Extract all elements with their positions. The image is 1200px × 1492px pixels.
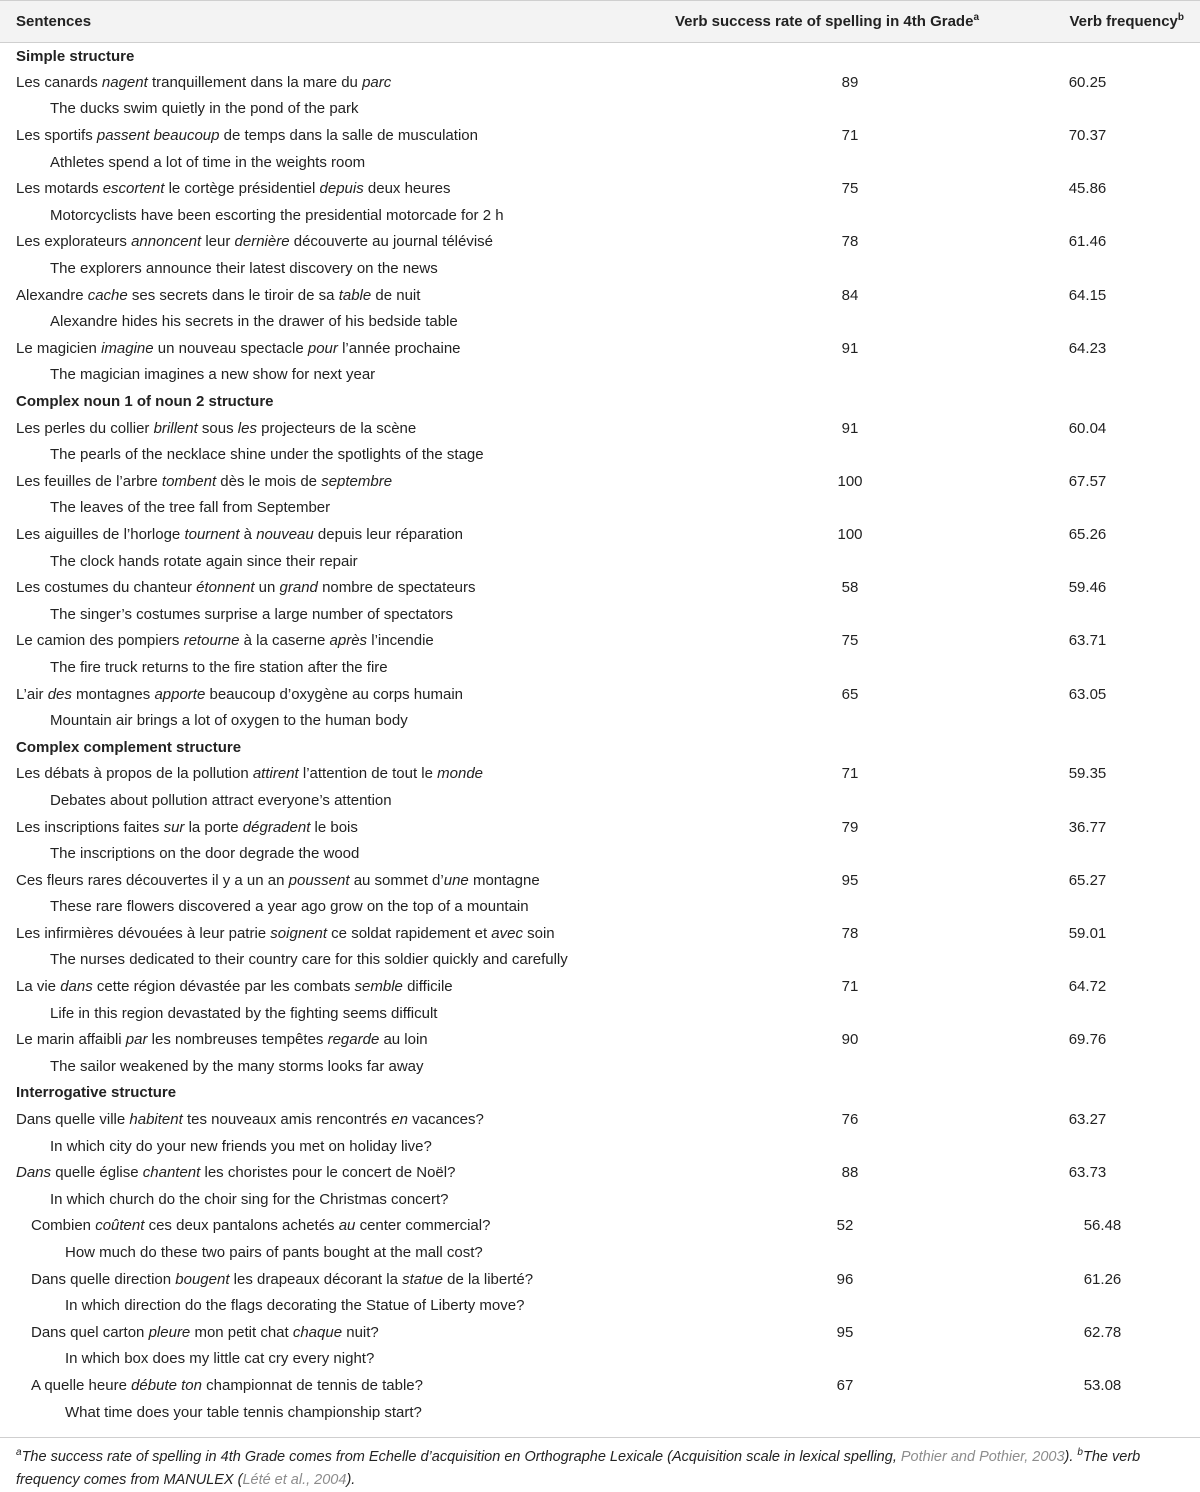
verb-frequency-cell: 56.48 xyxy=(1083,1217,1122,1235)
sentence-fragment: soin xyxy=(522,924,555,942)
french-sentence xyxy=(0,1159,620,1186)
sentence-fragment: Les débats à propos de la pollution xyxy=(16,765,253,783)
sentence-fragment: tes nouveaux amis rencontrés xyxy=(182,1111,392,1129)
translation-row xyxy=(0,707,1200,734)
italic-word: poussent xyxy=(288,871,350,889)
sentence-fragment: Les perles du collier xyxy=(16,419,154,437)
success-rate-cell: 71 xyxy=(841,127,859,145)
sentence-fragment: sous xyxy=(197,419,238,437)
sentence-fragment: dès le mois de xyxy=(216,472,322,490)
english-translation: Life in this region devastated by the fighting seems difficult xyxy=(50,1004,438,1022)
table-row xyxy=(0,1372,1200,1399)
success-rate-cell: 100 xyxy=(837,525,863,543)
italic-word: retourne xyxy=(183,632,240,650)
french-sentence xyxy=(0,1372,620,1399)
verb-frequency-cell: 61.46 xyxy=(1068,233,1107,251)
italic-word: brillent xyxy=(153,419,198,437)
section-header-row xyxy=(0,388,1200,415)
sentence-fragment: un xyxy=(254,579,280,597)
header-sentences: Sentences xyxy=(16,13,92,30)
italic-word: après xyxy=(329,632,368,650)
french-sentence xyxy=(0,175,620,202)
sentence-fragment: le bois xyxy=(310,818,358,836)
success-rate-cell: 84 xyxy=(841,286,859,304)
sentence-fragment: montagnes xyxy=(71,685,155,703)
sentence-fragment: de la liberté? xyxy=(443,1270,534,1288)
verb-frequency-cell: 59.46 xyxy=(1068,579,1107,597)
english-translation: In which box does my little cat cry every night? xyxy=(65,1350,375,1368)
sentence-fragment: les choristes pour le concert de Noël? xyxy=(200,1164,456,1182)
french-sentence xyxy=(0,415,620,442)
english-translation: The explorers announce their latest discovery on the news xyxy=(50,260,438,278)
translation-row xyxy=(0,1239,1200,1266)
table-row xyxy=(0,1213,1200,1240)
italic-word: Dans xyxy=(16,1164,52,1182)
english-translation: How much do these two pairs of pants bought at the mall cost? xyxy=(65,1244,483,1262)
sentence-fragment: Dans quelle ville xyxy=(16,1111,130,1129)
english-translation: Debates about pollution attract everyone’s attention xyxy=(50,791,392,809)
french-sentence xyxy=(0,1106,620,1133)
sentence-fragment: Combien xyxy=(31,1217,96,1235)
english-translation: What time does your table tennis championship start? xyxy=(65,1403,422,1421)
french-sentence xyxy=(0,761,620,788)
translation-row xyxy=(0,1292,1200,1319)
sentence-fragment: le cortège présidentiel xyxy=(164,180,320,198)
sentence-fragment: beaucoup d’oxygène au corps humain xyxy=(205,685,463,703)
italic-word: grand xyxy=(279,579,318,597)
french-sentence xyxy=(0,1266,620,1293)
italic-word: tombent xyxy=(161,472,217,490)
table-row xyxy=(0,1319,1200,1346)
sentence-fragment: ces deux pantalons achetés xyxy=(144,1217,339,1235)
table-row xyxy=(0,920,1200,947)
french-sentence xyxy=(0,468,620,495)
success-rate-cell: 75 xyxy=(841,632,859,650)
table-row xyxy=(0,282,1200,309)
success-rate-cell: 65 xyxy=(841,685,859,703)
header-row xyxy=(0,1,1200,43)
table-row xyxy=(0,814,1200,841)
italic-word: pour xyxy=(307,339,338,357)
italic-word: par xyxy=(125,1031,148,1049)
sentence-fragment: vacances? xyxy=(407,1111,484,1129)
verb-frequency-cell: 61.26 xyxy=(1083,1270,1122,1288)
english-translation: The sailor weakened by the many storms looks far away xyxy=(50,1057,424,1075)
success-rate-cell: 71 xyxy=(841,765,859,783)
italic-word: au xyxy=(338,1217,356,1235)
translation-row xyxy=(0,654,1200,681)
success-rate-cell: 58 xyxy=(841,579,859,597)
english-translation: The singer’s costumes surprise a large number of spectators xyxy=(50,605,453,623)
english-translation: The pearls of the necklace shine under the spotlights of the stage xyxy=(50,446,484,464)
success-rate-cell: 79 xyxy=(841,818,859,836)
sentence-fragment: de nuit xyxy=(371,286,421,304)
table-row xyxy=(0,867,1200,894)
sentence-fragment: championnat de tennis de table? xyxy=(201,1376,423,1394)
success-rate-cell: 90 xyxy=(841,1031,859,1049)
sentence-fragment: center commercial? xyxy=(355,1217,491,1235)
french-sentence xyxy=(0,122,620,149)
italic-word: chantent xyxy=(142,1164,201,1182)
section-header-row xyxy=(0,1080,1200,1107)
translation-row xyxy=(0,441,1200,468)
english-translation: These rare flowers discovered a year ago grow on the top of a mountain xyxy=(50,898,529,916)
sentence-fragment: A quelle heure xyxy=(31,1376,132,1394)
verb-frequency-cell: 64.15 xyxy=(1068,286,1107,304)
success-rate-cell: 91 xyxy=(841,419,859,437)
section-header-row xyxy=(0,43,1200,70)
french-sentence xyxy=(0,867,620,894)
sentence-fragment: Les infirmières dévouées à leur patrie xyxy=(16,924,271,942)
sentence-fragment: l’attention de tout le xyxy=(298,765,438,783)
italic-word: annoncent xyxy=(131,233,202,251)
sentence-fragment: nombre de spectateurs xyxy=(317,579,476,597)
success-rate-cell: 95 xyxy=(841,871,859,889)
italic-word: attirent xyxy=(252,765,299,783)
italic-word: des xyxy=(47,685,72,703)
table-footnote: $^a$The success rate of spelling in 4th Grade comes from Echelle d’acquisition en Orthographe Lexicale (Acquisition scale in lexical spelling, Pothier and Pothier, 2003). $^b$The verb frequency comes from MANULEX (Lété et al., 2004). xyxy=(16,1447,1141,1488)
section-title: Interrogative structure xyxy=(16,1084,177,1102)
italic-word: sur xyxy=(163,818,185,836)
italic-word: table xyxy=(338,286,372,304)
verb-frequency-cell: 63.05 xyxy=(1068,685,1107,703)
italic-word: passent beaucoup xyxy=(96,127,220,145)
french-sentence xyxy=(0,1213,620,1240)
sentence-fragment: nuit? xyxy=(342,1323,379,1341)
sentence-fragment: à la caserne xyxy=(239,632,330,650)
sentence-fragment: Les motards xyxy=(16,180,103,198)
section-title: Complex complement structure xyxy=(16,738,242,756)
success-rate-cell: 100 xyxy=(837,472,863,490)
italic-word: monde xyxy=(437,765,484,783)
translation-row xyxy=(0,947,1200,974)
italic-word: une xyxy=(443,871,469,889)
french-sentence xyxy=(0,920,620,947)
verb-frequency-cell: 69.76 xyxy=(1068,1031,1107,1049)
verb-frequency-cell: 67.57 xyxy=(1068,472,1107,490)
italic-word: bougent xyxy=(175,1270,230,1288)
italic-word: parc xyxy=(362,73,392,91)
sentence-fragment: montagne xyxy=(468,871,540,889)
success-rate-cell: 91 xyxy=(841,339,859,357)
translation-row xyxy=(0,495,1200,522)
verb-frequency-cell: 70.37 xyxy=(1068,127,1107,145)
table-row xyxy=(0,335,1200,362)
verb-frequency-cell: 60.04 xyxy=(1068,419,1107,437)
italic-word: statue xyxy=(402,1270,443,1288)
sentence-fragment: l’année prochaine xyxy=(337,339,461,357)
sentence-fragment: Ces fleurs rares découvertes il y a un an xyxy=(16,871,289,889)
table-row xyxy=(0,175,1200,202)
english-translation: The inscriptions on the door degrade the wood xyxy=(50,845,360,863)
sentence-fragment: tranquillement dans la mare du xyxy=(147,73,363,91)
italic-word: pleure xyxy=(148,1323,191,1341)
citation-pothier-link[interactable]: Pothier and Pothier, 2003 xyxy=(900,1449,1065,1465)
verb-frequency-cell: 59.01 xyxy=(1068,924,1107,942)
table-row xyxy=(0,229,1200,256)
italic-word: en xyxy=(391,1111,408,1129)
verb-frequency-cell: 63.73 xyxy=(1068,1164,1107,1182)
english-translation: The magician imagines a new show for next year xyxy=(50,366,376,384)
english-translation: Mountain air brings a lot of oxygen to the human body xyxy=(50,712,408,730)
header-verb-frequency: Verb frequency$^b$ xyxy=(1069,12,1184,30)
english-translation: In which direction do the flags decorating the Statue of Liberty move? xyxy=(65,1297,525,1315)
translation-row xyxy=(0,1186,1200,1213)
translation-row xyxy=(0,787,1200,814)
success-rate-cell: 89 xyxy=(841,73,859,91)
french-sentence xyxy=(0,814,620,841)
verb-frequency-cell: 53.08 xyxy=(1083,1376,1122,1394)
success-rate-cell: 78 xyxy=(841,233,859,251)
table-row xyxy=(0,1026,1200,1053)
section-title: Simple structure xyxy=(16,47,135,65)
verb-frequency-cell: 65.26 xyxy=(1068,525,1107,543)
table-row xyxy=(0,1106,1200,1133)
italic-word: depuis xyxy=(319,180,364,198)
italic-word: semble xyxy=(354,978,403,996)
translation-row xyxy=(0,1000,1200,1027)
verb-frequency-cell: 59.35 xyxy=(1068,765,1107,783)
table-row xyxy=(0,521,1200,548)
sentence-fragment: un nouveau spectacle xyxy=(153,339,308,357)
italic-word: cache xyxy=(87,286,128,304)
verb-frequency-cell: 45.86 xyxy=(1068,180,1107,198)
success-rate-cell: 67 xyxy=(836,1376,854,1394)
sentence-fragment: Alexandre xyxy=(16,286,88,304)
sentence-fragment: cette région dévastée par les combats xyxy=(92,978,355,996)
success-rate-cell: 78 xyxy=(841,924,859,942)
sentence-fragment: de temps dans la salle de musculation xyxy=(219,127,478,145)
sentence-fragment: ses secrets dans le tiroir de sa xyxy=(127,286,339,304)
sentence-fragment: L’air xyxy=(16,685,48,703)
italic-word: habitent xyxy=(129,1111,183,1129)
translation-row xyxy=(0,1133,1200,1160)
translation-row xyxy=(0,96,1200,123)
sentence-fragment: Les sportifs xyxy=(16,127,97,145)
sentence-fragment: Les inscriptions faites xyxy=(16,818,164,836)
italic-word: nouveau xyxy=(256,525,314,543)
english-translation: Athletes spend a lot of time in the weights room xyxy=(50,153,366,171)
sentence-fragment: Le camion des pompiers xyxy=(16,632,184,650)
sentence-fragment: mon petit chat xyxy=(190,1323,293,1341)
translation-row xyxy=(0,202,1200,229)
italic-word: nagent xyxy=(101,73,148,91)
success-rate-cell: 71 xyxy=(841,978,859,996)
english-translation: Alexandre hides his secrets in the drawer of his bedside table xyxy=(50,313,458,331)
table-row xyxy=(0,415,1200,442)
translation-row xyxy=(0,1399,1200,1426)
table-row xyxy=(0,761,1200,788)
success-rate-cell: 88 xyxy=(841,1164,859,1182)
translation-row xyxy=(0,308,1200,335)
section-header-row xyxy=(0,734,1200,761)
english-translation: The ducks swim quietly in the pond of the park xyxy=(50,100,359,118)
french-sentence xyxy=(0,521,620,548)
sentence-fragment: La vie xyxy=(16,978,61,996)
italic-word: coûtent xyxy=(95,1217,145,1235)
success-rate-cell: 96 xyxy=(836,1270,854,1288)
sentence-fragment: Les aiguilles de l’horloge xyxy=(16,525,185,543)
sentence-fragment: Dans quel carton xyxy=(31,1323,149,1341)
english-translation: Motorcyclists have been escorting the presidential motorcade for 2 h xyxy=(50,206,504,224)
header-success-rate: Verb success rate of spelling in 4th Grade$^a$ xyxy=(674,12,979,30)
verb-frequency-cell: 62.78 xyxy=(1083,1323,1122,1341)
italic-word: dernière xyxy=(234,233,290,251)
english-translation: The fire truck returns to the fire station after the fire xyxy=(50,658,388,676)
table-row xyxy=(0,1159,1200,1186)
table-row xyxy=(0,681,1200,708)
sentence-fragment: Les canards xyxy=(16,73,102,91)
translation-row xyxy=(0,548,1200,575)
english-translation: The nurses dedicated to their country care for this soldier quickly and carefully xyxy=(50,951,568,969)
french-sentence xyxy=(0,1026,620,1053)
sentence-fragment: projecteurs de la scène xyxy=(256,419,417,437)
italic-word: les xyxy=(237,419,257,437)
italic-word: tournent xyxy=(184,525,240,543)
verb-frequency-cell: 64.23 xyxy=(1068,339,1107,357)
english-translation: In which church do the choir sing for the Christmas concert? xyxy=(50,1190,449,1208)
section-title: Complex noun 1 of noun 2 structure xyxy=(16,393,274,411)
verb-frequency-cell: 36.77 xyxy=(1068,818,1107,836)
french-sentence xyxy=(0,973,620,1000)
french-sentence xyxy=(0,574,620,601)
success-rate-cell: 76 xyxy=(841,1111,859,1129)
verb-frequency-cell: 64.72 xyxy=(1068,978,1107,996)
translation-row xyxy=(0,894,1200,921)
sentence-fragment: Dans quelle direction xyxy=(31,1270,176,1288)
sentence-fragment: Les costumes du chanteur xyxy=(16,579,197,597)
table-row xyxy=(0,973,1200,1000)
italic-word: chaque xyxy=(292,1323,343,1341)
sentence-fragment: depuis leur réparation xyxy=(313,525,464,543)
italic-word: escortent xyxy=(102,180,165,198)
translation-row xyxy=(0,1346,1200,1373)
sentence-fragment: difficile xyxy=(402,978,453,996)
table-header xyxy=(0,1,1200,43)
italic-word: avec xyxy=(491,924,523,942)
sentence-fragment: découverte au journal télévisé xyxy=(289,233,494,251)
english-translation: In which city do your new friends you met on holiday live? xyxy=(50,1137,432,1155)
table-body xyxy=(0,43,1200,1426)
sentence-fragment: les drapeaux décorant la xyxy=(229,1270,403,1288)
table-row xyxy=(0,628,1200,655)
translation-row xyxy=(0,601,1200,628)
sentence-fragment: au sommet d’ xyxy=(349,871,444,889)
french-sentence xyxy=(0,1319,620,1346)
translation-row xyxy=(0,149,1200,176)
sentence-fragment: à xyxy=(239,525,257,543)
translation-row xyxy=(0,1053,1200,1080)
verb-frequency-cell: 60.25 xyxy=(1068,73,1107,91)
success-rate-cell: 75 xyxy=(841,180,859,198)
italic-word: soignent xyxy=(270,924,328,942)
verb-frequency-cell: 63.71 xyxy=(1068,632,1107,650)
table-row xyxy=(0,69,1200,96)
french-sentence xyxy=(0,681,620,708)
translation-row xyxy=(0,840,1200,867)
sentence-fragment: Le magicien xyxy=(16,339,102,357)
citation-lete-link[interactable]: Lété et al., 2004 xyxy=(242,1472,347,1488)
italic-word: imagine xyxy=(101,339,154,357)
french-sentence xyxy=(0,335,620,362)
sentence-fragment: deux heures xyxy=(363,180,451,198)
sentence-fragment: ce soldat rapidement et xyxy=(327,924,492,942)
sentence-fragment: les nombreuses tempêtes xyxy=(147,1031,328,1049)
sentence-fragment: la porte xyxy=(184,818,243,836)
french-sentence xyxy=(0,229,620,256)
sentence-fragment: leur xyxy=(201,233,235,251)
sentence-fragment: quelle église xyxy=(51,1164,143,1182)
french-sentence xyxy=(0,69,620,96)
translation-row xyxy=(0,362,1200,389)
italic-word: regarde xyxy=(327,1031,380,1049)
footnote-divider xyxy=(0,1437,1200,1438)
translation-row xyxy=(0,255,1200,282)
english-translation: The leaves of the tree fall from September xyxy=(50,499,331,517)
italic-word: dégradent xyxy=(242,818,311,836)
table-row xyxy=(0,122,1200,149)
verb-frequency-cell: 63.27 xyxy=(1068,1111,1107,1129)
sentence-fragment: Le marin affaibli xyxy=(16,1031,126,1049)
french-sentence xyxy=(0,282,620,309)
italic-word: étonnent xyxy=(196,579,255,597)
table-row xyxy=(0,468,1200,495)
italic-word: dans xyxy=(60,978,93,996)
italic-word: septembre xyxy=(321,472,393,490)
sentence-fragment: Les explorateurs xyxy=(16,233,132,251)
english-translation: The clock hands rotate again since their repair xyxy=(50,552,358,570)
sentence-fragment: l’incendie xyxy=(367,632,434,650)
table-row xyxy=(0,574,1200,601)
italic-word: débute ton xyxy=(131,1376,202,1394)
verb-frequency-cell: 65.27 xyxy=(1068,871,1107,889)
italic-word: apporte xyxy=(154,685,206,703)
sentence-fragment: au loin xyxy=(379,1031,428,1049)
french-sentence xyxy=(0,628,620,655)
sentence-fragment: Les feuilles de l’arbre xyxy=(16,472,162,490)
success-rate-cell: 95 xyxy=(836,1323,854,1341)
success-rate-cell: 52 xyxy=(836,1217,854,1235)
table-row xyxy=(0,1266,1200,1293)
